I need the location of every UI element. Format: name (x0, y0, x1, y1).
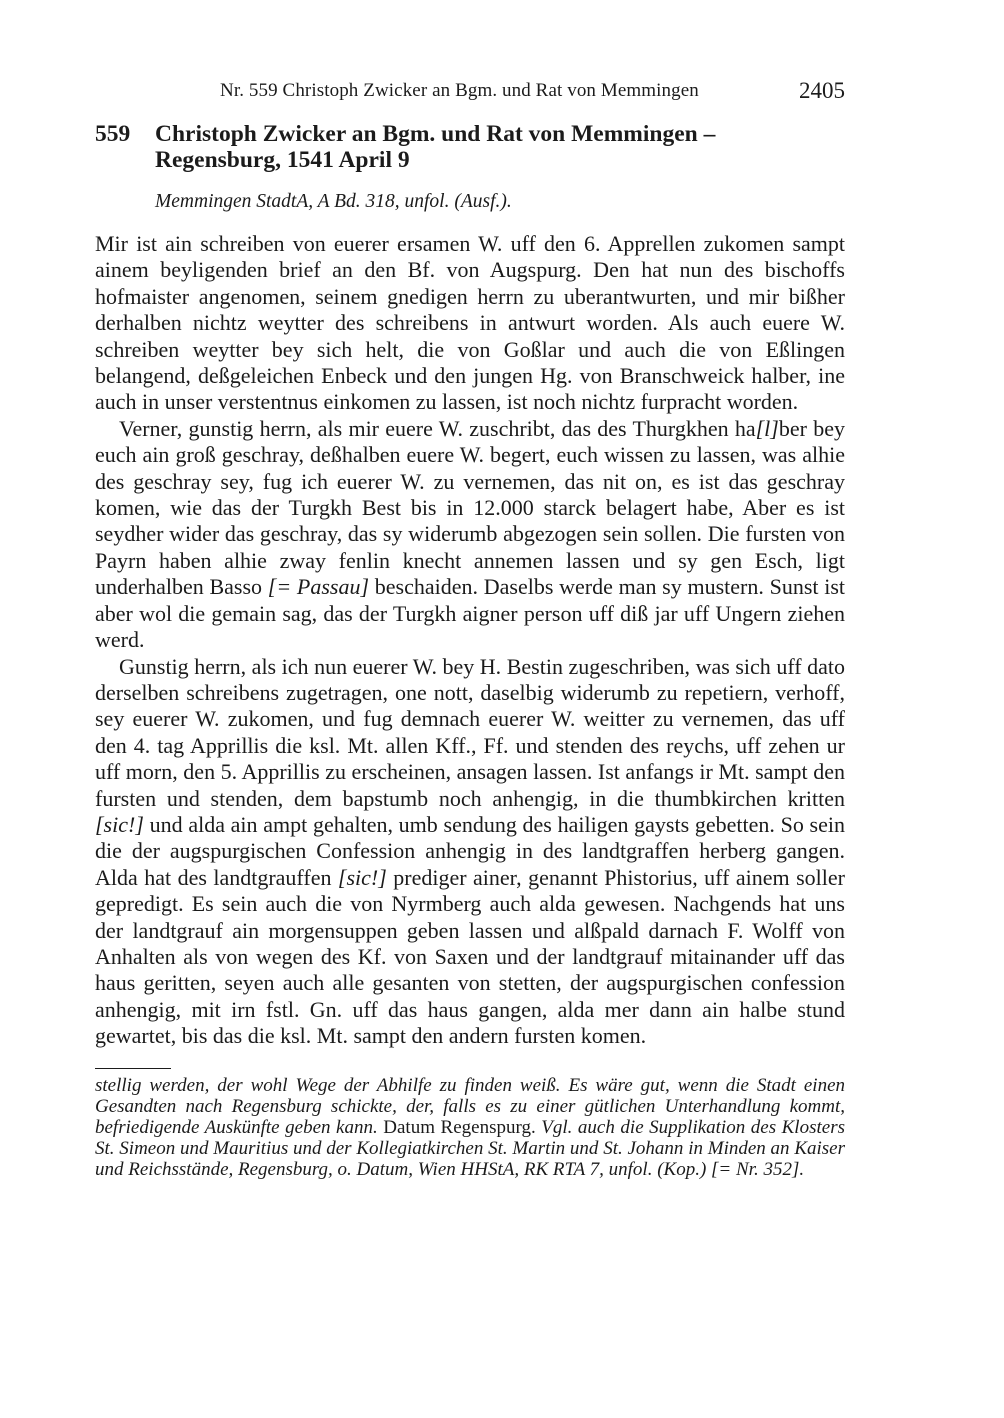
italic-run: [sic!] (337, 864, 387, 890)
text-run: Mir ist ain schreiben von euerer ersamen W. uff den 6. Apprellen zukomen sampt ainem beyligenden brief an den Bf. von Augspurg. Den hat nun des bischoffs hofmaister angenomen, seinem gnedigen herrn zu uberantwurten, und mir bißher derhalben nichtz weytter des schreibens in antwurt worden. Als auch euere W. schreiben weytter bey sich helt, die von Goßlar und auch die von Eßlingen belangend, deßgeleichen Enbeck und den jungen Hg. von Branschweick halber, ine auch in unser verstentnus einkomen zu lassen, ist noch nichtz furpracht worden. (95, 231, 845, 415)
text-run: ber bey euch ain groß geschray, deßhalben euere W. begert, euch wissen zu lassen, was alhie des geschray sey, fug ich euerer W. zu vernemen, das nit on, es ist das geschray komen, wie das der Turgkh Best bis in 12.000 starck belagert habe, Aber es ist seydher wider das geschray, das sy widerumb abgezogen sein sollen. Die fursten von Payrn haben alhie zway fenlin knecht annemen lassen und sy gen Esch, ligt underhalben Basso (95, 415, 845, 600)
footnote-rule (95, 1068, 171, 1069)
text-run: beschaiden. Daselbs werde man sy mustern. Sunst ist aber wol die gemain sag, das der Turgkh aigner person uff diß jar uff Ungern ziehen werd. (95, 574, 846, 653)
text-run: Verner, gunstig herrn, als mir euere W. zuschribt, das des Thurgkhen ha (119, 415, 756, 441)
source-reference: Memmingen StadtA, A Bd. 318, unfol. (Ausf.). (155, 191, 512, 212)
italic-run: stellig werden, der wohl Wege der Abhilfe zu finden weiß. Es wäre gut, wenn die Stadt einen Gesandten nach Regensburg schickte, der, falls es zu einer gütlichen Unterhandlung kommt, befriedigende Auskünfte geben kann. (95, 1074, 845, 1138)
document-number: 559 (95, 121, 131, 147)
text-run: Datum Regenspurg. (377, 1116, 542, 1138)
italic-run: Vgl. auch die Supplikation des Klosters St. Simeon und Mauritius und der Kollegiatkirchen St. Martin und St. Johann in Minden an Kaiser und Reichsstände, Regensburg, o. Datum, Wien HHStA, RK RTA 7, unfol. (Kop.) [= Nr. 352]. (95, 1116, 845, 1180)
book-page (95, 78, 845, 1180)
document-heading (95, 121, 845, 173)
running-head (95, 78, 845, 108)
italic-run: [l] (755, 415, 779, 441)
paragraph (95, 654, 845, 1050)
page-number: 2405 (799, 78, 845, 103)
letter-body (95, 231, 845, 1050)
italic-run: [= Passau] (267, 574, 370, 600)
paragraph (95, 416, 845, 654)
paragraph (95, 231, 845, 416)
running-title: Nr. 559 Christoph Zwicker an Bgm. und Rat von Memmingen (220, 80, 699, 101)
document-title: Christoph Zwicker an Bgm. und Rat von Memmingen – Regensburg, 1541 April 9 (155, 121, 716, 173)
footnote-apparatus (95, 1075, 845, 1180)
text-run: prediger ainer, genannt Phistorius, uff ainem soller gepredigt. Es sein auch die von Nyrmberg auch alda gewesen. Nachgends hat uns der landtgrauf ain morgensuppen geben lassen und alßpald darnach F. Wolff von Anhalten als von wegen des Kf. von Saxen und der landtgrauf mitainander uff das haus geritten, seyen auch alle gesanten von stetten, der augspurgischen confession anhengig, mit irn fstl. Gn. uff das haus gangen, alda mer dann ain halbe stund gewartet, bis das die ksl. Mt. sampt den andern fursten komen. (95, 864, 845, 1049)
text-run: Gunstig herrn, als ich nun euerer W. bey H. Bestin zugeschriben, was sich uff dato derselben schreibens zugetragen, one nott, daselbig widerumb zu repetiern, verhoff, sey euerer W. zukomen, und fug demnach euerer W. weitter zu vernemen, das uff den 4. tag Apprillis die ksl. Mt. allen Kff., Ff. und stenden des reychs, uff zehen ur uff morn, den 5. Apprillis zu erscheinen, ansagen lassen. Ist anfangs ir Mt. sampt den fursten und stenden, dem bapstumb noch anhengig, in die thumbkirchen kritten (95, 653, 845, 811)
text-run: und alda ain ampt gehalten, umb sendung des hailigen gaysts gebetten. So sein die der augspurgischen Confession anhengig in des landtgraffen herberg gangen. Alda hat des landtgrauffen (95, 811, 845, 890)
italic-run: [sic!] (95, 811, 144, 837)
